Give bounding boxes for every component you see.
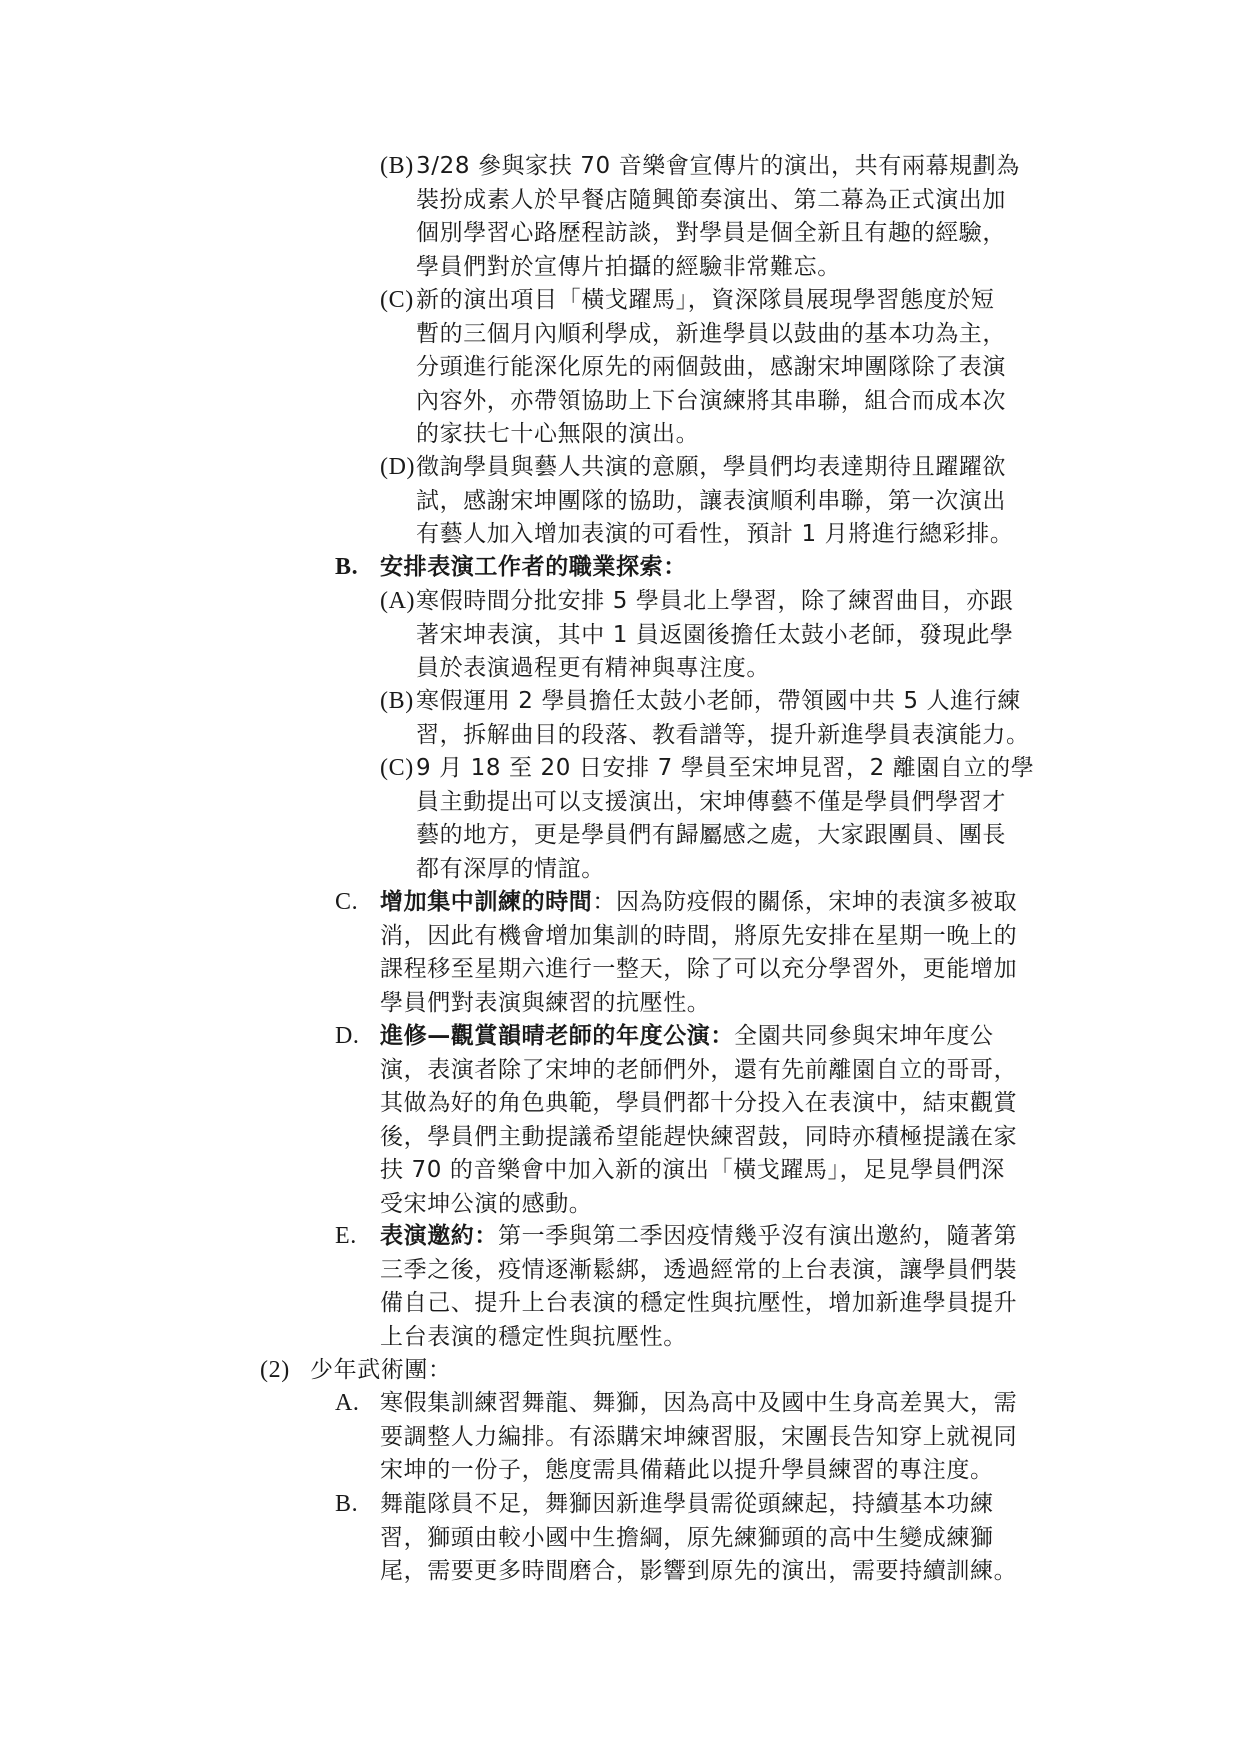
text-line: 新的演出項目「橫戈躍馬」，資深隊員展現學習態度於短 <box>416 287 995 313</box>
inline-heading: 表演邀約： <box>380 1223 498 1249</box>
item-level3-5 <box>380 685 1030 752</box>
text-run: ：因為防疫假的關係，宋坤的表演多被取 <box>592 889 1018 915</box>
text-line: 其做為好的角色典範，學員們都十分投入在表演中，結束觀賞 <box>380 1090 1018 1116</box>
item-marker: (B) <box>380 688 414 714</box>
item-level2-C <box>335 886 1018 1020</box>
item-marker: (C) <box>380 287 414 313</box>
text-line: 9 月 18 至 20 日安排 7 學員至宋坤見習，2 離園自立的學 <box>416 755 1035 781</box>
text-line: 員於表演過程更有精神與專注度。 <box>416 655 770 681</box>
text-line: 試，感謝宋坤團隊的協助，讓表演順利串聯，第一次演出 <box>416 487 1006 514</box>
item-level2-B <box>335 551 687 585</box>
text-line: 寒假運用 2 學員擔任太鼓小老師，帶領國中共 5 人進行練 <box>416 688 1021 714</box>
item-level3-3 <box>380 451 1014 552</box>
text-line: 上台表演的穩定性與抗壓性。 <box>380 1323 687 1350</box>
inline-heading: 進修—觀賞韻晴老師的年度公演： <box>380 1023 734 1049</box>
text-line: 備自己、提升上台表演的穩定性與抗壓性，增加新進學員提升 <box>380 1290 1018 1316</box>
item-marker: (A) <box>380 588 416 614</box>
text-line: 要調整人力編排。有添購宋坤練習服，宋團長告知穿上就視同 <box>380 1423 1018 1450</box>
text-line: 學員們對於宣傳片拍攝的經驗非常難忘。 <box>416 253 841 280</box>
text-line: 舞龍隊員不足，舞獅因新進學員需從頭練起，持續基本功練 <box>380 1491 994 1517</box>
text-line: 課程移至星期六進行一整天，除了可以充分學習外，更能增加 <box>380 956 1018 982</box>
item-marker: E. <box>335 1223 357 1249</box>
text-line: 後，學員們主動提議希望能趕快練習鼓，同時亦積極提議在家 <box>380 1123 1018 1150</box>
section-heading: 少年武術團： <box>310 1357 452 1383</box>
text-line <box>380 886 1017 920</box>
item-marker: B. <box>335 1491 359 1517</box>
text-line: 尾，需要更多時間磨合，影響到原先的演出，需要持續訓練。 <box>380 1558 1018 1584</box>
item-level2-E <box>335 1220 1018 1354</box>
text-line: 內容外，亦帶領協助上下台演練將其串聯，組合而成本次 <box>416 387 1006 414</box>
text-line: 暫的三個月內順利學成，新進學員以鼓曲的基本功為主， <box>416 320 1006 347</box>
text-line: 藝的地方，更是學員們有歸屬感之處，大家跟團員、團長 <box>416 822 1006 848</box>
text-line: 徵詢學員與藝人共演的意願，學員們均表達期待且躍躍欲 <box>416 454 1006 480</box>
text-run: 第一季與第二季因疫情幾乎沒有演出邀約，隨著第 <box>498 1223 1018 1249</box>
text-line: 都有深厚的情誼。 <box>416 855 605 882</box>
item-marker: B. <box>335 554 359 580</box>
text-line: 寒假集訓練習舞龍、舞獅，因為高中及國中生身高差異大，需 <box>380 1390 1018 1416</box>
text-line: 學員們對表演與練習的抗壓性。 <box>380 989 711 1016</box>
text-line: 消，因此有機會增加集訓的時間，將原先安排在星期一晚上的 <box>380 922 1018 949</box>
item-marker: A. <box>335 1390 360 1416</box>
item-marker: D. <box>335 1023 360 1049</box>
text-line: 個別學習心路歷程訪談，對學員是個全新且有趣的經驗， <box>416 220 1006 246</box>
item-level2-D <box>335 1020 1018 1221</box>
text-run: 全園共同參與宋坤年度公 <box>734 1023 994 1049</box>
text-line: 扶 70 的音樂會中加入新的演出「橫戈躍馬」，足見學員們深 <box>380 1157 1005 1183</box>
item-marker: C. <box>335 889 359 915</box>
text-line: 三季之後，疫情逐漸鬆綁，透過經常的上台表演，讓學員們裝 <box>380 1256 1018 1283</box>
text-line: 演，表演者除了宋坤的老師們外，還有先前離園自立的哥哥， <box>380 1056 1018 1083</box>
text-line: 的家扶七十心無限的演出。 <box>416 421 700 447</box>
text-line: 3/28 參與家扶 70 音樂會宣傳片的演出，共有兩幕規劃為 <box>416 153 1020 179</box>
text-line: 習，拆解曲目的段落、教看譜等，提升新進學員表演能力。 <box>416 721 1030 748</box>
text-line: 分頭進行能深化原先的兩個鼓曲，感謝宋坤團隊除了表演 <box>416 354 1006 380</box>
section-heading: 安排表演工作者的職業探索： <box>380 554 687 580</box>
inline-heading: 增加集中訓練的時間 <box>380 889 593 915</box>
item-marker: (2) <box>260 1357 290 1383</box>
text-line: 裝扮成素人於早餐店隨興節奏演出、第二幕為正式演出加 <box>416 186 1006 213</box>
item-level2-A <box>335 1387 1018 1488</box>
text-line: 寒假時間分批安排 5 學員北上學習，除了練習曲目，亦跟 <box>416 588 1014 614</box>
item-marker: (B) <box>380 153 414 179</box>
text-line <box>380 1020 1017 1054</box>
item-level3-2 <box>380 284 1006 452</box>
text-line: 員主動提出可以支援演出，宋坤傳藝不僅是學員們學習才 <box>416 788 1006 815</box>
item-level3-4 <box>380 585 1014 686</box>
text-line: 習，獅頭由較小國中生擔綱，原先練獅頭的高中生變成練獅 <box>380 1524 994 1551</box>
item-level2-B2 <box>335 1488 1018 1589</box>
item-level3-1 <box>380 150 1020 284</box>
item-level3-6 <box>380 752 1035 886</box>
text-line: 受宋坤公演的感動。 <box>380 1190 593 1217</box>
text-line: 宋坤的一份子，態度需具備藉此以提升學員練習的專注度。 <box>380 1457 994 1483</box>
item-level1-2 <box>260 1354 452 1388</box>
text-line: 有藝人加入增加表演的可看性，預計 1 月將進行總彩排。 <box>416 521 1014 547</box>
item-marker: (D) <box>380 454 416 480</box>
text-line: 著宋坤表演，其中 1 員返園後擔任太鼓小老師，發現此學 <box>416 621 1014 648</box>
item-marker: (C) <box>380 755 414 781</box>
text-line <box>380 1220 1017 1254</box>
